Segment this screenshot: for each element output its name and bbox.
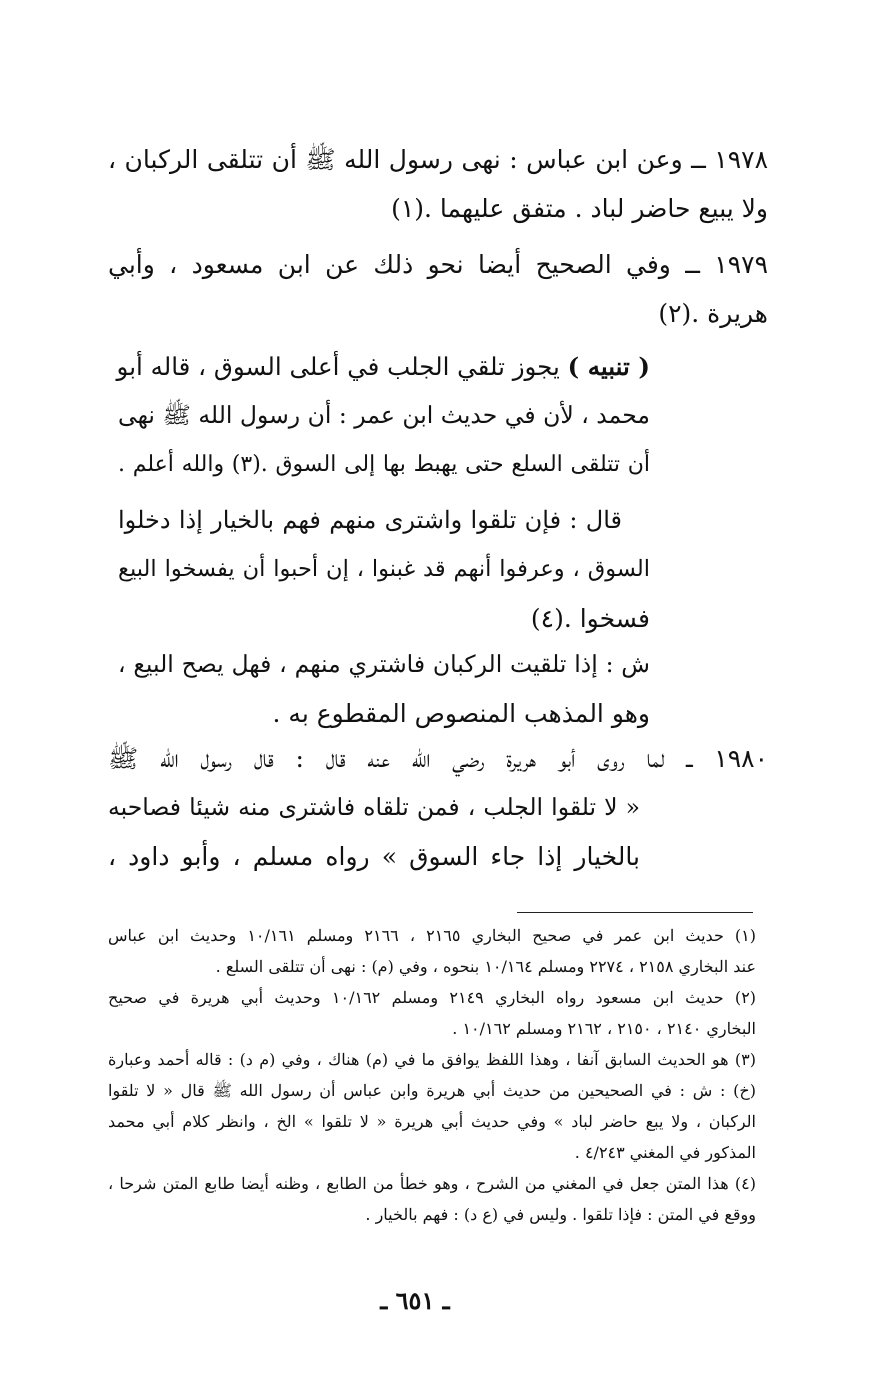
tanbih-line-1 xyxy=(118,342,650,391)
footnote-3-line-3: الركبان ، ولا يبع حاضر لباد » وفي حديث أبي هريرة « لا تلقوا » الخ ، وانظر كلام أبي محمد xyxy=(108,1112,756,1131)
tanbih-paragraph xyxy=(118,342,650,489)
hadith-1979 xyxy=(108,240,768,338)
sharh-paragraph xyxy=(118,640,650,738)
hadith-1980-line-3: بالخيار إذا جاء السوق » رواه مسلم ، وأبو داود ، xyxy=(108,842,640,871)
tanbih-label: ( تنبيه ) xyxy=(567,352,650,381)
footnote-2-line-2: البخاري ٢١٤٠ ، ٢١٥٠ ، ٢١٦٢ ومسلم ١٠/١٦٢ . xyxy=(452,1019,756,1038)
hadith-1978-line-2: ولا يبيع حاضر لباد . متفق عليهما .(١) xyxy=(391,194,768,223)
footnote-separator xyxy=(517,912,753,913)
tanbih-line-1-text: يجوز تلقي الجلب في أعلى السوق ، قاله أبو xyxy=(116,352,568,381)
footnote-4-line-1: (٤) هذا المتن جعل في المغني من الشرح ، وهو خطأ من الطابع ، وظنه أيضا طابع المتن شرحا ، xyxy=(108,1174,756,1193)
footnote-3-line-2: (خ) : ش : في الصحيحين من حديث أبي هريرة وابن عباس أن رسول الله ﷺ قال « لا تلقوا xyxy=(108,1081,756,1100)
footnote-4-line-2: ووقع في المتن : فإذا تلقوا . وليس في (ع د) : فهم بالخيار . xyxy=(365,1205,756,1224)
tanbih-line-2: محمد ، لأن في حديث ابن عمر : أن رسول الله ﷺ نهى xyxy=(118,401,650,429)
matn-line-3: فسخوا .(٤) xyxy=(530,604,650,633)
matn-paragraph xyxy=(118,496,650,643)
page-number: ـ ٦٥١ ـ xyxy=(380,1286,450,1315)
sharh-line-1: ش : إذا تلقيت الركبان فاشتري منهم ، فهل يصح البيع ، xyxy=(118,650,650,678)
hadith-1978-line-1: ١٩٧٨ ــ وعن ابن عباس : نهى رسول الله ﷺ أن تتلقى الركبان ، xyxy=(108,145,768,174)
matn-line-1: قال : فإن تلقوا واشترى منهم فهم بالخيار إذا دخلوا xyxy=(118,506,622,534)
sharh-line-2: وهو المذهب المنصوص المقطوع به . xyxy=(272,699,650,728)
footnote-3-line-1: (٣) هو الحديث السابق آنفا ، وهذا اللفظ يوافق ما في (م) هناك ، وفي (م د) : قاله أحمد وعبارة xyxy=(108,1050,756,1069)
hadith-1980 xyxy=(108,734,768,881)
tanbih-line-3: أن تتلقى السلع حتى يهبط بها إلى السوق .(٣) والله أعلم . xyxy=(118,452,650,477)
hadith-1978 xyxy=(108,135,768,233)
hadith-1980-line-2: « لا تلقوا الجلب ، فمن تلقاه فاشترى منه شيئا فصاحبه xyxy=(108,793,640,821)
matn-line-2: السوق ، وعرفوا أنهم قد غبنوا ، إن أحبوا أن يفسخوا البيع xyxy=(118,556,650,582)
hadith-1979-line-2: هريرة .(٢) xyxy=(658,299,768,328)
footnote-1-line-1: (١) حديث ابن عمر في صحيح البخاري ٢١٦٥ ، ٢١٦٦ ومسلم ١٠/١٦١ وحديث ابن عباس xyxy=(108,926,757,945)
footnote-3-line-4: المذكور في المغني ٤/٢٤٣ . xyxy=(574,1143,756,1162)
footnote-1-line-2: عند البخاري ٢١٥٨ ، ٢٢٧٤ ومسلم ١٠/١٦٤ بنحوه ، وفي (م) : نهى أن تتلقى السلع . xyxy=(215,957,756,976)
footnote-2-line-1: (٢) حديث ابن مسعود رواه البخاري ٢١٤٩ ومسلم ١٠/١٦٢ وحديث أبي هريرة في صحيح xyxy=(108,988,757,1007)
footnotes xyxy=(108,920,756,1230)
hadith-1979-line-1: ١٩٧٩ ــ وفي الصحيح أيضا نحو ذلك عن ابن مسعود ، وأبي xyxy=(108,250,768,279)
hadith-1980-line-1: ١٩٨٠ ــ لما روى أبو هريرة رضي الله عنه قال : قال رسول الله ﷺ xyxy=(108,744,768,773)
